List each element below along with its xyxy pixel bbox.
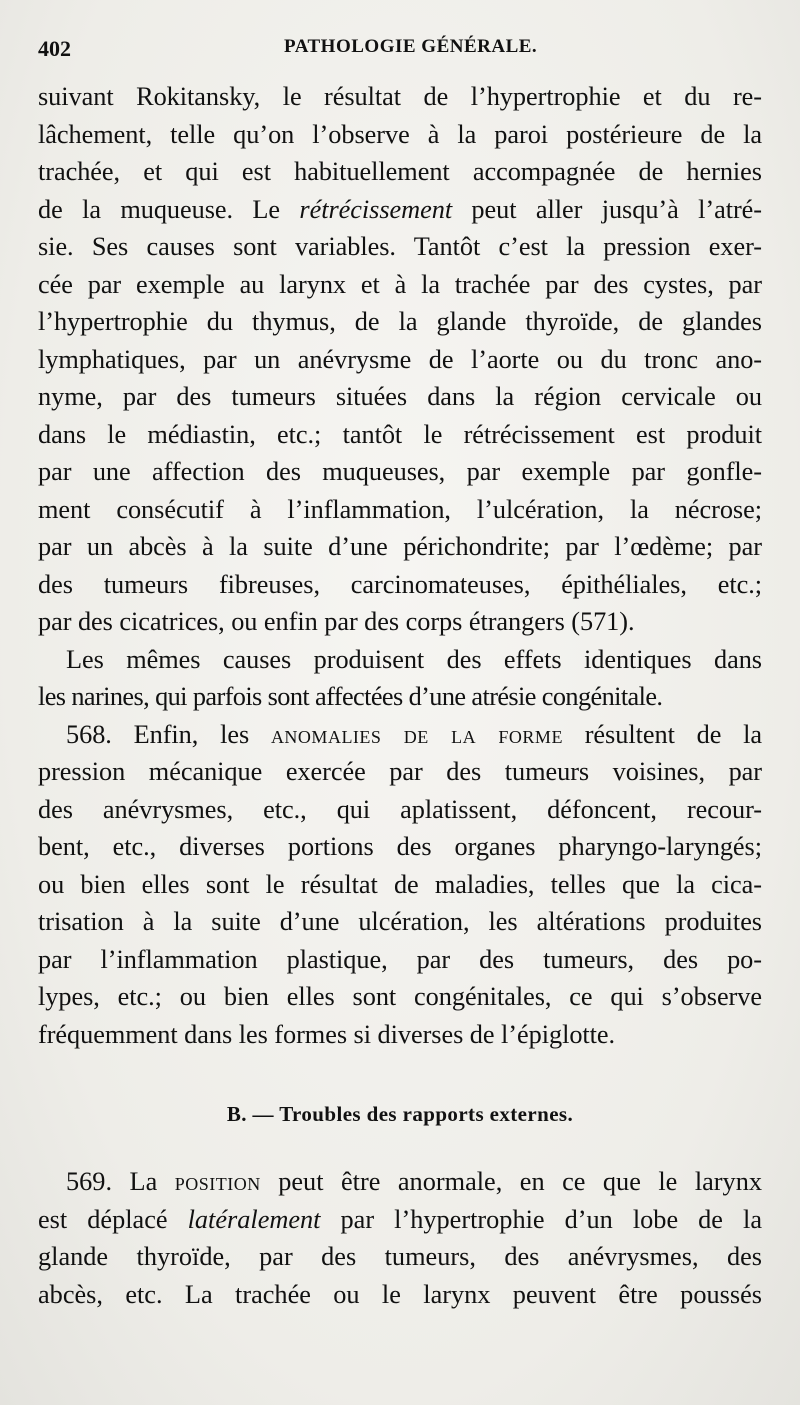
text-line: fréquemment dans les formes si diverses de l’épiglotte. <box>38 1019 616 1049</box>
text-line: trisation à la suite d’une ulcération, les altérations produites <box>38 907 762 936</box>
text-line: nyme, par des tumeurs situées dans la région cervicale ou <box>38 382 762 411</box>
italic-term: latéralement <box>187 1204 321 1234</box>
section-heading: B. — Troubles des rapports externes. <box>226 1102 574 1126</box>
text-line: lâchement, telle qu’on l’observe à la paroi postérieure de la <box>38 119 762 149</box>
text-segment: de la muqueuse. Le <box>38 194 300 224</box>
text-line: par des cicatrices, ou enfin par des corps étrangers (571). <box>38 607 635 636</box>
text-line-with-smallcaps <box>38 716 762 754</box>
text-line: les narines, qui parfois sont affectées d’une atrésie congénitale. <box>38 682 663 711</box>
text-line: pression mécanique exercée par des tumeurs voisines, par <box>38 757 762 786</box>
text-line: dans le médiastin, etc.; tantôt le rétrécissement est produit <box>38 419 762 449</box>
page-header <box>38 36 758 66</box>
text-line: lymphatiques, par un anévrysme de l’aorte ou du tronc ano- <box>38 344 762 374</box>
page-number: 402 <box>38 36 71 61</box>
text-segment: par l’hypertrophie d’un lobe de la <box>320 1204 762 1234</box>
text-line-with-smallcaps <box>38 1163 762 1201</box>
text-line: par l’inflammation plastique, par des tumeurs, des po- <box>38 944 762 974</box>
text-line: bent, etc., diverses portions des organes pharyngo-laryngés; <box>38 832 762 861</box>
text-line-with-italic <box>38 191 762 229</box>
text-line: cée par exemple au larynx et à la trachée par des cystes, par <box>38 269 762 299</box>
text-segment: peut être anormale, en ce que le larynx <box>260 1167 762 1196</box>
text-segment: 568. Enfin, les <box>66 719 271 749</box>
text-line: ment consécutif à l’inflammation, l’ulcération, la nécrose; <box>38 494 762 524</box>
text-line: lypes, etc.; ou bien elles sont congénitales, ce qui s’observe <box>38 982 762 1011</box>
text-line: des anévrysmes, etc., qui aplatissent, défoncent, recour- <box>38 794 762 824</box>
text-segment: peut aller jusqu’à l’atré- <box>452 194 762 224</box>
text-line: suivant Rokitansky, le résultat de l’hypertrophie et du re- <box>38 82 762 111</box>
text-line: l’hypertrophie du thymus, de la glande thyroïde, de glandes <box>38 307 762 336</box>
text-line: ou bien elles sont le résultat de maladies, telles que la cica- <box>38 869 762 899</box>
text-line: par un abcès à la suite d’une périchondrite; par l’œdème; par <box>38 532 762 561</box>
running-title: PATHOLOGIE GÉNÉRALE. <box>284 36 538 57</box>
text-line: des tumeurs fibreuses, carcinomateuses, épithéliales, etc.; <box>38 569 762 599</box>
text-line: abcès, etc. La trachée ou le larynx peuvent être poussés <box>38 1279 762 1309</box>
text-segment: résultent de la <box>562 719 762 749</box>
text-line: glande thyroïde, par des tumeurs, des anévrysmes, des <box>38 1242 762 1271</box>
text-line: trachée, et qui est habituellement accompagnée de hernies <box>38 157 762 186</box>
text-line: par une affection des muqueuses, par exemple par gonfle- <box>38 457 762 486</box>
body-paragraph-569 <box>38 1163 762 1313</box>
text-segment: 569. La <box>66 1167 175 1196</box>
text-line: sie. Ses causes sont variables. Tantôt c’est la pression exer- <box>38 232 762 261</box>
text-line: Les mêmes causes produisent des effets identiques dans <box>66 644 762 674</box>
body-paragraphs <box>38 78 762 1053</box>
smallcaps-term: position <box>174 1167 261 1196</box>
text-line-with-italic <box>38 1201 762 1239</box>
smallcaps-term: anomalies de la forme <box>270 719 563 749</box>
italic-term: rétrécissement <box>299 194 453 224</box>
text-segment: est déplacé <box>38 1204 188 1234</box>
